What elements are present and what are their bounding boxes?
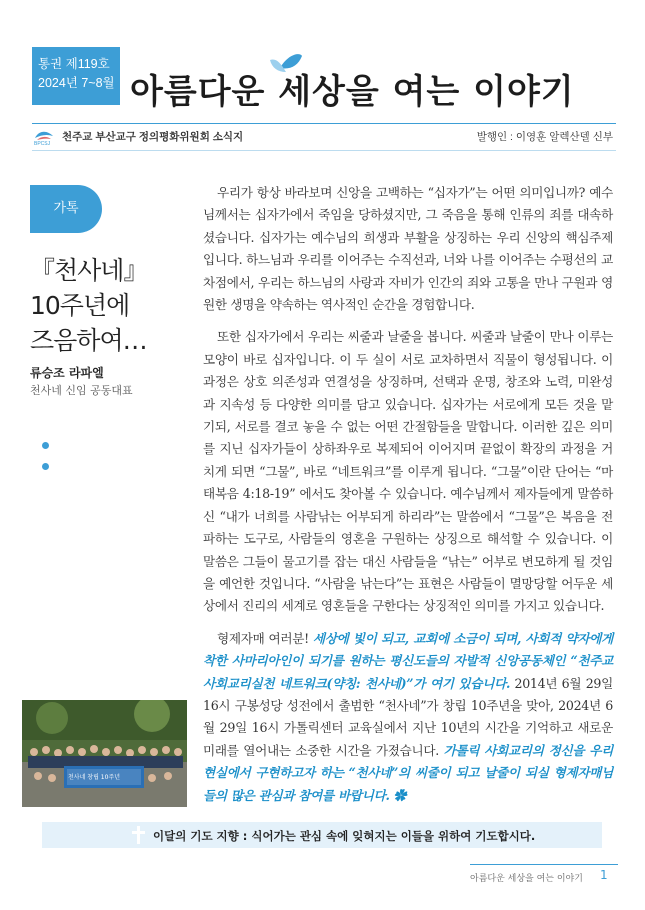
bullet-dot [42, 463, 49, 470]
category-badge: 가톡 [30, 185, 102, 233]
footer-title: 아름다운 세상을 여는 이야기 [470, 874, 583, 884]
paragraph-intro: 형제자매 여러분! [217, 630, 313, 646]
title-line: 10주년에 [30, 291, 130, 320]
author-name: 류승조 라파엘 [30, 366, 104, 380]
article-title [30, 253, 190, 358]
author-role: 천사네 신임 공동대표 [30, 384, 133, 397]
issue-number: 통권 제119호 [38, 57, 110, 71]
highlight-text: 가톨릭 사회교리의 정신을 우리 현실에서 구현하고자 하는 “천사네”의 씨줄이 되고 날줄이 되실 형제자매님들의 많은 관심과 참여를 바랍니다. [203, 742, 613, 803]
bullet-dot [42, 442, 49, 449]
masthead-title: 아름다운 세상을 여는 이야기 [130, 72, 575, 112]
highlight-text: 세상에 빛이 되고, 교회에 소금이 되며, 사회적 약자에게 착한 사마리아인이 되기를 원하는 평신도들의 자발적 신앙공동체인 “천주교 사회교리실천 네트워크(약칭: 천사네)”가 여기 있습니다. [203, 630, 613, 691]
header-divider [32, 123, 616, 124]
publisher-line: 발행인 : 이영훈 알렉산델 신부 [476, 131, 613, 143]
page-number: 1 [600, 868, 608, 882]
prayer-intention-text: 이달의 기도 지향 : 식어가는 관심 속에 잊혀지는 이들을 위하여 기도합시다. [153, 829, 536, 843]
title-line: 즈음하여… [30, 326, 147, 355]
leaf-mark-icon: ✿ [389, 787, 406, 803]
issue-info-box [32, 47, 120, 105]
article-body [203, 182, 613, 817]
group-photo [22, 700, 187, 807]
masthead [130, 50, 620, 114]
photo-banner-text: 천사네 창립 10주년 [68, 774, 121, 781]
paragraph: 또한 십자가에서 우리는 씨줄과 날줄을 봅니다. 씨줄과 날줄이 만나 이루는 모양이 바로 십자입니다. 이 두 실이 서로 교차하면서 직물이 형성됩니다. 이 과정은 상호 의존성과 연결성을 상징하며, 선택과 운명, 창조와 노력, 미완성과 지속성 등 다양한 의미를 담고 있습니다. 십자가는 서로에게 모든 것을 맡기되, 서로를 결코 놓을 수 없는 어떤 간절함들을 말합니다. 이러한 깊은 의미를 지닌 십자가들이 상하좌우로 복제되어 이어지며 끝없이 확장의 과정을 거치게 되면 “그물”, 바로 “네트워크”를 이루게 됩니다. “그물”이란 단어는 “마태복음 4:18-19” 에서도 찾아볼 수 있습니다. 예수님께서 제자들에게 말씀하신 “내가 너희를 사람낚는 어부되게 하리라”는 말씀에서 “그물”은 복음을 전파하는 도구로, 사람들의 영혼을 구원하는 상징으로 해석할 수 있습니다. 이 말씀은 그들이 물고기를 잡는 대신 사람들을 “낚는” 어부로 변모하게 될 것임을 예언한 것입니다. “사람을 낚는다”는 표현은 사람들이 멸망당할 어두운 세상에서 진리의 세계로 영혼들을 구한다는 상징적인 의미를 가지고 있습니다. [203, 329, 613, 614]
subheader-divider [32, 150, 616, 151]
group-photo-image [22, 700, 187, 807]
footer-divider [470, 864, 618, 865]
paragraph [203, 628, 613, 807]
issue-date: 2024년 7~8월 [38, 76, 115, 90]
paragraph-middle: 2014년 6월 29일 16시 구봉성당 성전에서 출범한 “천사네”가 창립 10주년을 맞아, 2024년 6월 29일 16시 가톨릭센터 교육실에서 지난 10년의 시간을 기억하고 새로운 미래를 열어내는 소중한 시간을 가졌습니다. [203, 675, 613, 758]
cross-icon [130, 822, 148, 848]
paragraph: 우리가 항상 바라보며 신앙을 고백하는 “십자가”는 어떤 의미입니까? 예수님께서는 십자가에서 죽임을 당하셨지만, 그 죽음을 통해 인류의 죄를 대속하셨습니다. 십자가는 예수님의 희생과 부활을 상징하는 우리 신앙의 핵심주제입니다. 하느님과 우리를 이어주는 수직선과, 너와 나를 이어주는 수평선의 교차점에서, 우리는 하느님의 사랑과 자비가 인간의 죄와 고통을 만나 구원과 영원한 생명을 약속하는 역사적인 순간을 경험합니다. [203, 185, 613, 313]
title-line: 『천사네』 [30, 256, 148, 285]
org-name: 천주교 부산교구 정의평화위원회 소식지 [62, 131, 244, 143]
org-logo-text: BPCSJ [34, 141, 51, 147]
